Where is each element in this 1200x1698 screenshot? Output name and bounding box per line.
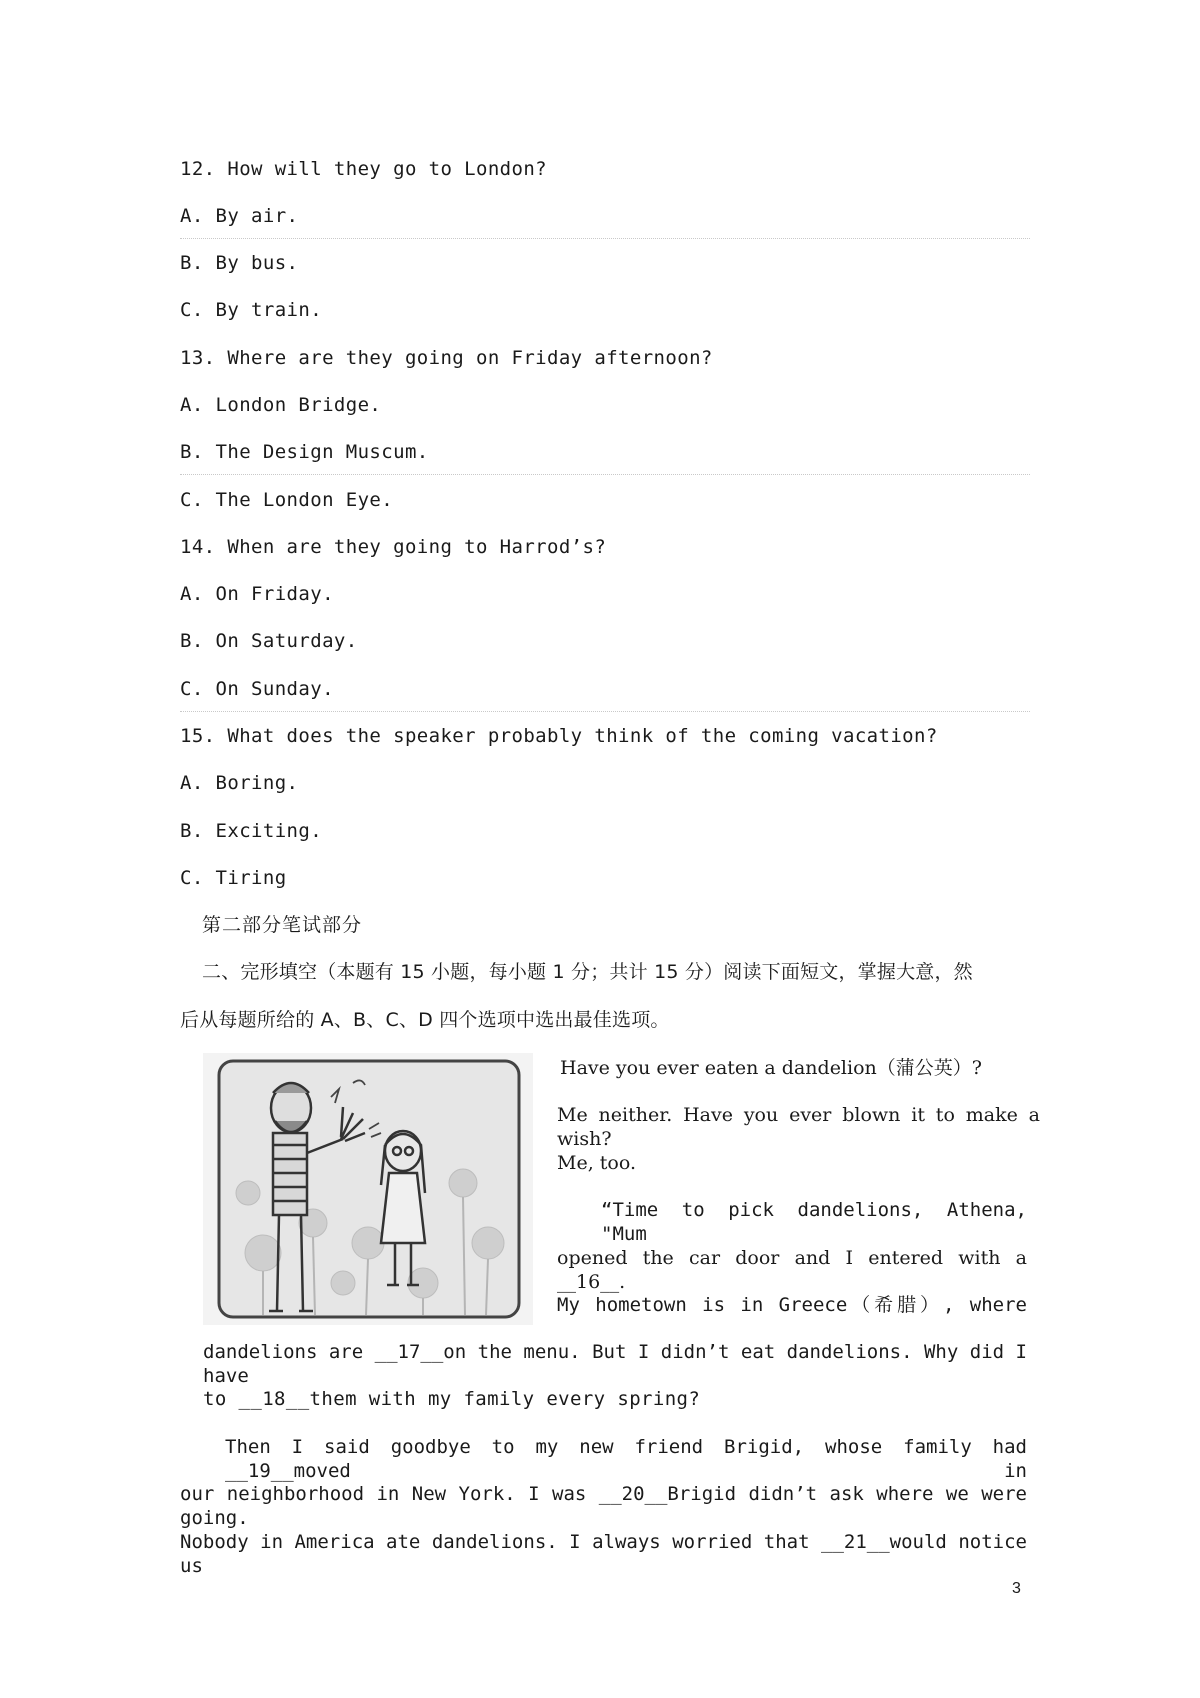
divider [180, 474, 1030, 475]
instruction-line-1: 二、完形填空（本题有 15 小题，每小题 1 分；共计 15 分）阅读下面短文，掌握大意，然 [202, 961, 973, 983]
passage-line-4: “Time to pick dandelions, Athena, "Mum [601, 1199, 1027, 1245]
part-title: 第二部分笔试部分 [202, 914, 363, 936]
passage-line-9: Then I said goodbye to my new friend Brigid, whose family had __19__moved in [225, 1436, 1027, 1482]
passage-line-10: our neighborhood in New York. I was __20__Brigid didn’t ask where we were going. [180, 1483, 1027, 1529]
divider [180, 238, 1030, 239]
passage-line-7: dandelions are __17__on the menu. But I didn’t eat dandelions. Why did I have [203, 1341, 1027, 1387]
question-14-option-c: C. On Sunday. [180, 678, 334, 700]
question-13-option-a: A. London Bridge. [180, 394, 382, 416]
question-15-option-a: A. Boring. [180, 772, 299, 794]
question-14-option-a: A. On Friday. [180, 583, 334, 605]
question-13-option-c: C. The London Eye. [180, 489, 394, 511]
passage-line-5: opened the car door and I entered with a __16__. [557, 1247, 1027, 1293]
passage-line-2: Me neither. Have you ever blown it to make a wish? [557, 1104, 1040, 1150]
question-14-option-b: B. On Saturday. [180, 630, 358, 652]
passage-line-11: Nobody in America ate dandelions. I always worried that __21__would notice us [180, 1531, 1027, 1577]
question-15-option-b: B. Exciting. [180, 820, 323, 842]
page-number: 3 [1012, 1580, 1021, 1597]
question-15-stem: 15. What does the speaker probably think of the coming vacation? [180, 725, 938, 747]
question-12-stem: 12. How will they go to London? [180, 158, 548, 180]
divider [180, 711, 1030, 712]
passage-line-1: Have you ever eaten a dandelion（蒲公英）? [560, 1057, 982, 1079]
passage-line-3: Me, too. [557, 1152, 636, 1174]
question-14-stem: 14. When are they going to Harrod’s? [180, 536, 607, 558]
question-12-option-b: B. By bus. [180, 252, 299, 274]
question-12-option-c: C. By train. [180, 299, 323, 321]
dandelion-illustration [203, 1053, 533, 1325]
passage-line-8: to __18__them with my family every spring? [203, 1388, 701, 1410]
instruction-line-2: 后从每题所给的 A、B、C、D 四个选项中选出最佳选项。 [180, 1009, 670, 1031]
question-13-option-b: B. The Design Muscum. [180, 441, 429, 463]
question-13-stem: 13. Where are they going on Friday afternoon? [180, 347, 713, 369]
question-15-option-c: C. Tiring [180, 867, 287, 889]
passage-line-6: My hometown is in Greece（希腊）, where [557, 1294, 1027, 1316]
question-12-option-a: A. By air. [180, 205, 299, 227]
